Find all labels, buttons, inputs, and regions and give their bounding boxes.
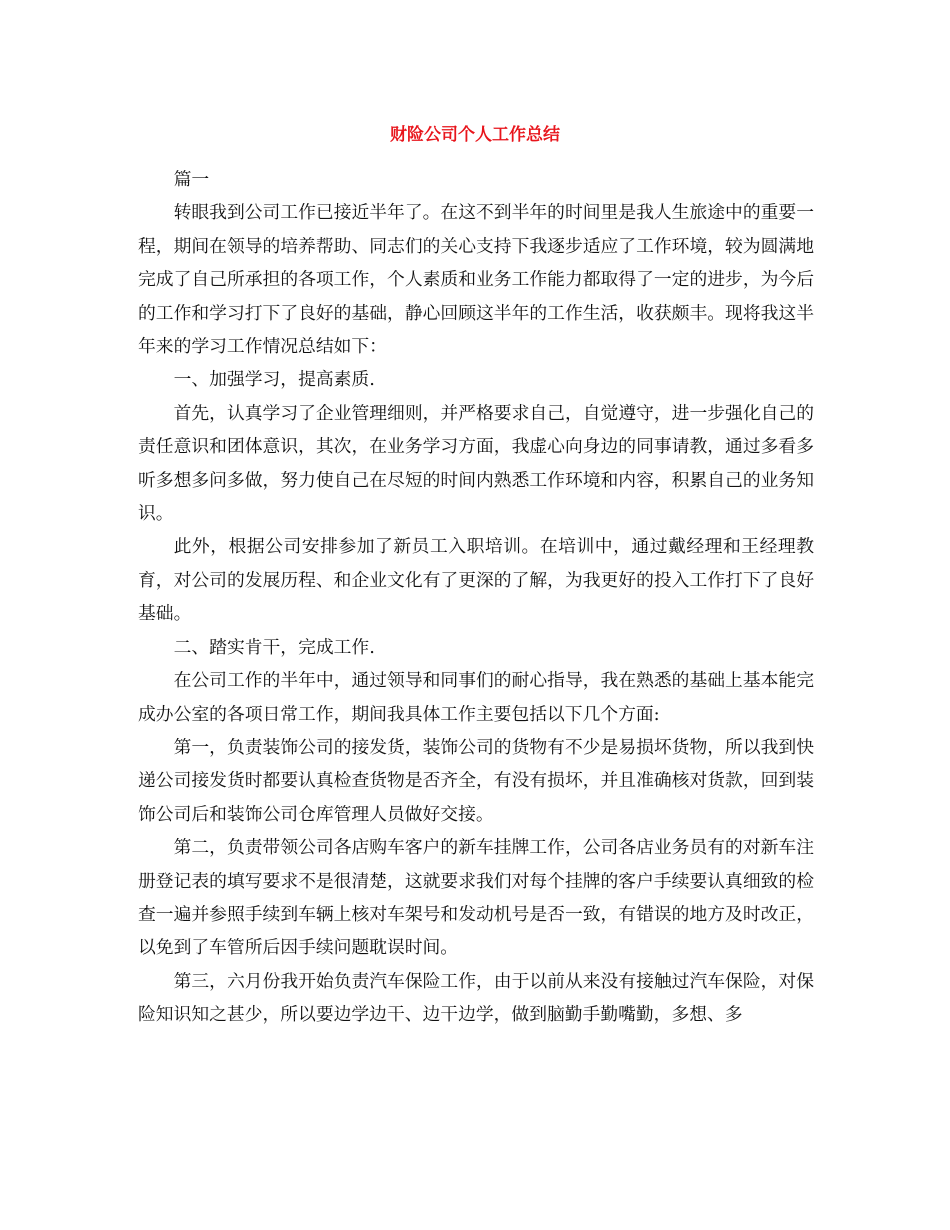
- document-body: [138, 163, 814, 1032]
- paragraph: 第三，六月份我开始负责汽车保险工作，由于以前从来没有接触过汽车保险，对保险知识知之甚少，所以要边学边干、边干边学，做到脑勤手勤嘴勤，多想、多: [138, 970, 814, 1026]
- paragraph: 转眼我到公司工作已接近半年了。在这不到半年的时间里是我人生旅途中的重要一程，期间在领导的培养帮助、同志们的关心支持下我逐步适应了工作环境，较为圆满地完成了自己所承担的各项工作，个人素质和业务工作能力都取得了一定的进步，为今后的工作和学习打下了良好的基础，静心回顾这半年的工作生活，收获颇丰。现将我这半年来的学习工作情况总结如下：: [138, 202, 814, 358]
- section-heading: 二、踏实肯干，完成工作.: [173, 636, 375, 658]
- paragraph: 第一，负责装饰公司的接发货，装饰公司的货物有不少是易损坏货物，所以我到快递公司接发货时都要认真检查货物是否齐全，有没有损坏，并且准确核对货款，回到装饰公司后和装饰公司仓库管理人员做好交接。: [138, 736, 814, 825]
- paragraph: 此外，根据公司安排参加了新员工入职培训。在培训中，通过戴经理和王经理教育，对公司的发展历程、和企业文化有了更深的了解，为我更好的投入工作打下了良好基础。: [138, 536, 814, 625]
- paragraph: 在公司工作的半年中，通过领导和同事们的耐心指导，我在熟悉的基础上基本能完成办公室的各项日常工作，期间我具体工作主要包括以下几个方面:: [138, 670, 814, 725]
- section-heading: 一、加强学习，提高素质.: [173, 369, 375, 391]
- document-title: 财险公司个人工作总结: [390, 125, 560, 145]
- paragraph: 首先，认真学习了企业管理细则，并严格要求自己，自觉遵守，进一步强化自己的责任意识和团体意识，其次，在业务学习方面，我虚心向身边的同事请教，通过多看多听多想多问多做，努力使自己在尽短的时间内熟悉工作环境和内容，积累自己的业务知识。: [138, 402, 814, 525]
- paragraph: 第二，负责带领公司各店购车客户的新车挂牌工作，公司各店业务员有的对新车注册登记表的填写要求不是很清楚，这就要求我们对每个挂牌的客户手续要认真细致的检查一遍并参照手续到车辆上核对车架号和发动机号是否一致，有错误的地方及时改正，以免到了车管所后因手续问题耽误时间。: [138, 837, 814, 959]
- section-label: 篇一: [173, 169, 210, 190]
